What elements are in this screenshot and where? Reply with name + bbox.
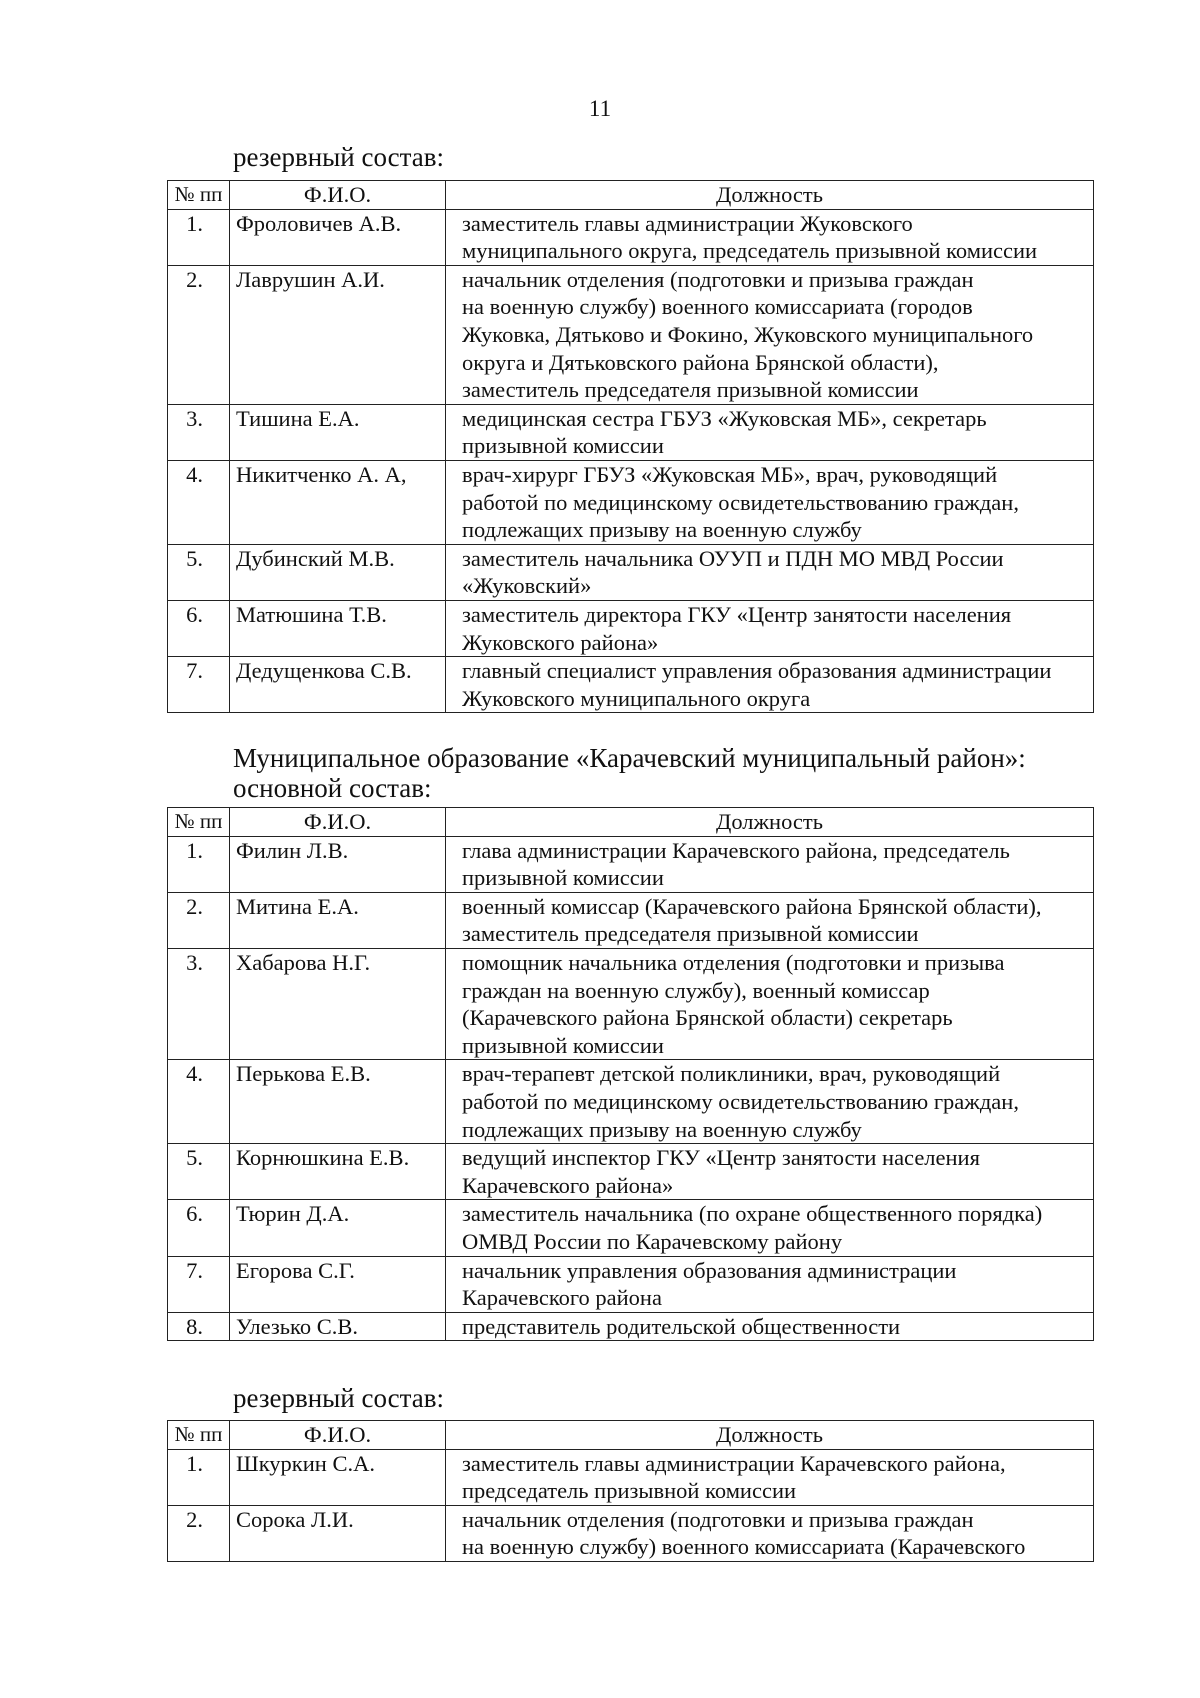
member-name: Егорова С.Г. bbox=[230, 1256, 446, 1312]
table-header-row bbox=[168, 181, 1094, 210]
member-position bbox=[446, 404, 1094, 460]
position-line: призывной комиссии bbox=[462, 1032, 664, 1058]
header-position: Должность bbox=[446, 1421, 1094, 1450]
row-number: 2. bbox=[168, 265, 230, 404]
table-row bbox=[168, 1449, 1094, 1505]
position-line: председатель призывной комиссии bbox=[462, 1478, 797, 1504]
header-number: № пп bbox=[168, 808, 230, 837]
member-name: Фроловичев А.В. bbox=[230, 209, 446, 265]
member-name: Дубинский М.В. bbox=[230, 544, 446, 600]
section-caption bbox=[233, 743, 1026, 803]
position-line: заместитель председателя призывной комиссии bbox=[462, 377, 919, 403]
header-number: № пп bbox=[168, 181, 230, 210]
table-row bbox=[168, 1312, 1094, 1341]
member-position bbox=[446, 948, 1094, 1059]
member-position bbox=[446, 544, 1094, 600]
member-name: Дедущенкова С.В. bbox=[230, 657, 446, 713]
position-line: начальник управления образования администрации bbox=[462, 1257, 957, 1283]
table-header-row bbox=[168, 808, 1094, 837]
row-number: 5. bbox=[168, 1144, 230, 1200]
header-position: Должность bbox=[446, 808, 1094, 837]
position-line: подлежащих призыву на военную службу bbox=[462, 1116, 862, 1142]
table-row bbox=[168, 1200, 1094, 1256]
position-line: Жуковка, Дятьково и Фокино, Жуковского муниципального bbox=[462, 321, 1034, 347]
table-row bbox=[168, 948, 1094, 1059]
header-name: Ф.И.О. bbox=[230, 808, 446, 837]
header-position: Должность bbox=[446, 181, 1094, 210]
row-number: 5. bbox=[168, 544, 230, 600]
member-name: Перькова Е.В. bbox=[230, 1060, 446, 1144]
header-name: Ф.И.О. bbox=[230, 1421, 446, 1450]
row-number: 7. bbox=[168, 1256, 230, 1312]
member-name: Тюрин Д.А. bbox=[230, 1200, 446, 1256]
position-line: начальник отделения (подготовки и призыва граждан bbox=[462, 266, 974, 292]
member-name: Улезько С.В. bbox=[230, 1312, 446, 1341]
member-position bbox=[446, 1449, 1094, 1505]
section-caption bbox=[233, 1383, 444, 1413]
member-name: Митина Е.А. bbox=[230, 892, 446, 948]
position-line: округа и Дятьковского района Брянской области), bbox=[462, 349, 939, 375]
position-line: помощник начальника отделения (подготовки и призыва bbox=[462, 949, 1005, 975]
row-number: 8. bbox=[168, 1312, 230, 1341]
row-number: 7. bbox=[168, 657, 230, 713]
position-line: заместитель главы администрации Жуковского bbox=[462, 210, 913, 236]
position-line: заместитель главы администрации Карачевского района, bbox=[462, 1450, 1006, 1476]
table-row bbox=[168, 544, 1094, 600]
member-name: Сорока Л.И. bbox=[230, 1505, 446, 1561]
table-row bbox=[168, 1256, 1094, 1312]
member-position bbox=[446, 600, 1094, 656]
member-position bbox=[446, 1144, 1094, 1200]
caption-line: основной состав: bbox=[233, 773, 432, 803]
member-name: Лаврушин А.И. bbox=[230, 265, 446, 404]
member-position bbox=[446, 657, 1094, 713]
position-line: Карачевского района» bbox=[462, 1172, 674, 1198]
header-number: № пп bbox=[168, 1421, 230, 1450]
position-line: военный комиссар (Карачевского района Брянской области), bbox=[462, 893, 1042, 919]
position-line: медицинская сестра ГБУЗ «Жуковская МБ», секретарь bbox=[462, 405, 987, 431]
table-row bbox=[168, 892, 1094, 948]
position-line: заместитель председателя призывной комиссии bbox=[462, 921, 919, 947]
position-line: врач-хирург ГБУЗ «Жуковская МБ», врач, руководящий bbox=[462, 461, 998, 487]
position-line: заместитель начальника ОУУП и ПДН МО МВД России bbox=[462, 545, 1004, 571]
position-line: представитель родительской общественности bbox=[462, 1313, 901, 1339]
member-name: Шкуркин С.А. bbox=[230, 1449, 446, 1505]
member-name: Корнюшкина Е.В. bbox=[230, 1144, 446, 1200]
member-name: Филин Л.В. bbox=[230, 836, 446, 892]
row-number: 3. bbox=[168, 948, 230, 1059]
position-line: Карачевского района bbox=[462, 1285, 662, 1311]
table-row bbox=[168, 209, 1094, 265]
table-header-row bbox=[168, 1421, 1094, 1450]
commission-table bbox=[167, 1420, 1094, 1562]
position-line: подлежащих призыву на военную службу bbox=[462, 517, 862, 543]
page-number: 11 bbox=[588, 96, 612, 121]
member-position bbox=[446, 1200, 1094, 1256]
member-position bbox=[446, 460, 1094, 544]
table-row bbox=[168, 404, 1094, 460]
table-row bbox=[168, 836, 1094, 892]
member-position bbox=[446, 836, 1094, 892]
position-line: (Карачевского района Брянской области) секретарь bbox=[462, 1005, 953, 1031]
member-position bbox=[446, 209, 1094, 265]
member-name: Матюшина Т.В. bbox=[230, 600, 446, 656]
row-number: 2. bbox=[168, 892, 230, 948]
commission-table bbox=[167, 180, 1094, 713]
table-row bbox=[168, 600, 1094, 656]
position-line: заместитель начальника (по охране общественного порядка) bbox=[462, 1201, 1043, 1227]
commission-table bbox=[167, 807, 1094, 1341]
position-line: начальник отделения (подготовки и призыва граждан bbox=[462, 1506, 974, 1532]
table-row bbox=[168, 1505, 1094, 1561]
position-line: «Жуковский» bbox=[462, 573, 592, 599]
table-row bbox=[168, 657, 1094, 713]
position-line: глава администрации Карачевского района, председатель bbox=[462, 837, 1010, 863]
position-line: Жуковского района» bbox=[462, 629, 659, 655]
section-caption bbox=[233, 142, 444, 172]
position-line: муниципального округа, председатель призывной комиссии bbox=[462, 238, 1038, 264]
position-line: врач-терапевт детской поликлиники, врач, руководящий bbox=[462, 1061, 1001, 1087]
member-position bbox=[446, 265, 1094, 404]
member-position bbox=[446, 892, 1094, 948]
member-position bbox=[446, 1312, 1094, 1341]
position-line: работой по медицинскому освидетельствованию граждан, bbox=[462, 1088, 1019, 1114]
member-name: Никитченко А. А, bbox=[230, 460, 446, 544]
row-number: 1. bbox=[168, 1449, 230, 1505]
row-number: 3. bbox=[168, 404, 230, 460]
row-number: 4. bbox=[168, 460, 230, 544]
position-line: заместитель директора ГКУ «Центр занятости населения bbox=[462, 601, 1012, 627]
caption-line: резервный состав: bbox=[233, 1383, 445, 1413]
table-row bbox=[168, 460, 1094, 544]
row-number: 1. bbox=[168, 836, 230, 892]
row-number: 2. bbox=[168, 1505, 230, 1561]
member-position bbox=[446, 1505, 1094, 1561]
row-number: 6. bbox=[168, 600, 230, 656]
position-line: главный специалист управления образования администрации bbox=[462, 658, 1052, 684]
table-row bbox=[168, 1060, 1094, 1144]
member-name: Тишина Е.А. bbox=[230, 404, 446, 460]
position-line: на военную службу) военного комиссариата (Карачевского bbox=[462, 1534, 1026, 1560]
row-number: 4. bbox=[168, 1060, 230, 1144]
position-line: призывной комиссии bbox=[462, 433, 664, 459]
row-number: 6. bbox=[168, 1200, 230, 1256]
member-name: Хабарова Н.Г. bbox=[230, 948, 446, 1059]
caption-line: резервный состав: bbox=[233, 142, 445, 172]
position-line: ведущий инспектор ГКУ «Центр занятости населения bbox=[462, 1145, 980, 1171]
member-position bbox=[446, 1060, 1094, 1144]
member-position bbox=[446, 1256, 1094, 1312]
position-line: работой по медицинскому освидетельствованию граждан, bbox=[462, 489, 1019, 515]
position-line: граждан на военную службу), военный комиссар bbox=[462, 977, 930, 1003]
row-number: 1. bbox=[168, 209, 230, 265]
table-row bbox=[168, 1144, 1094, 1200]
position-line: на военную службу) военного комиссариата (городов bbox=[462, 294, 973, 320]
position-line: призывной комиссии bbox=[462, 865, 664, 891]
header-name: Ф.И.О. bbox=[230, 181, 446, 210]
table-row bbox=[168, 265, 1094, 404]
position-line: Жуковского муниципального округа bbox=[462, 685, 811, 711]
caption-line: Муниципальное образование «Карачевский муниципальный район»: bbox=[233, 743, 1026, 773]
position-line: ОМВД России по Карачевскому району bbox=[462, 1228, 843, 1254]
